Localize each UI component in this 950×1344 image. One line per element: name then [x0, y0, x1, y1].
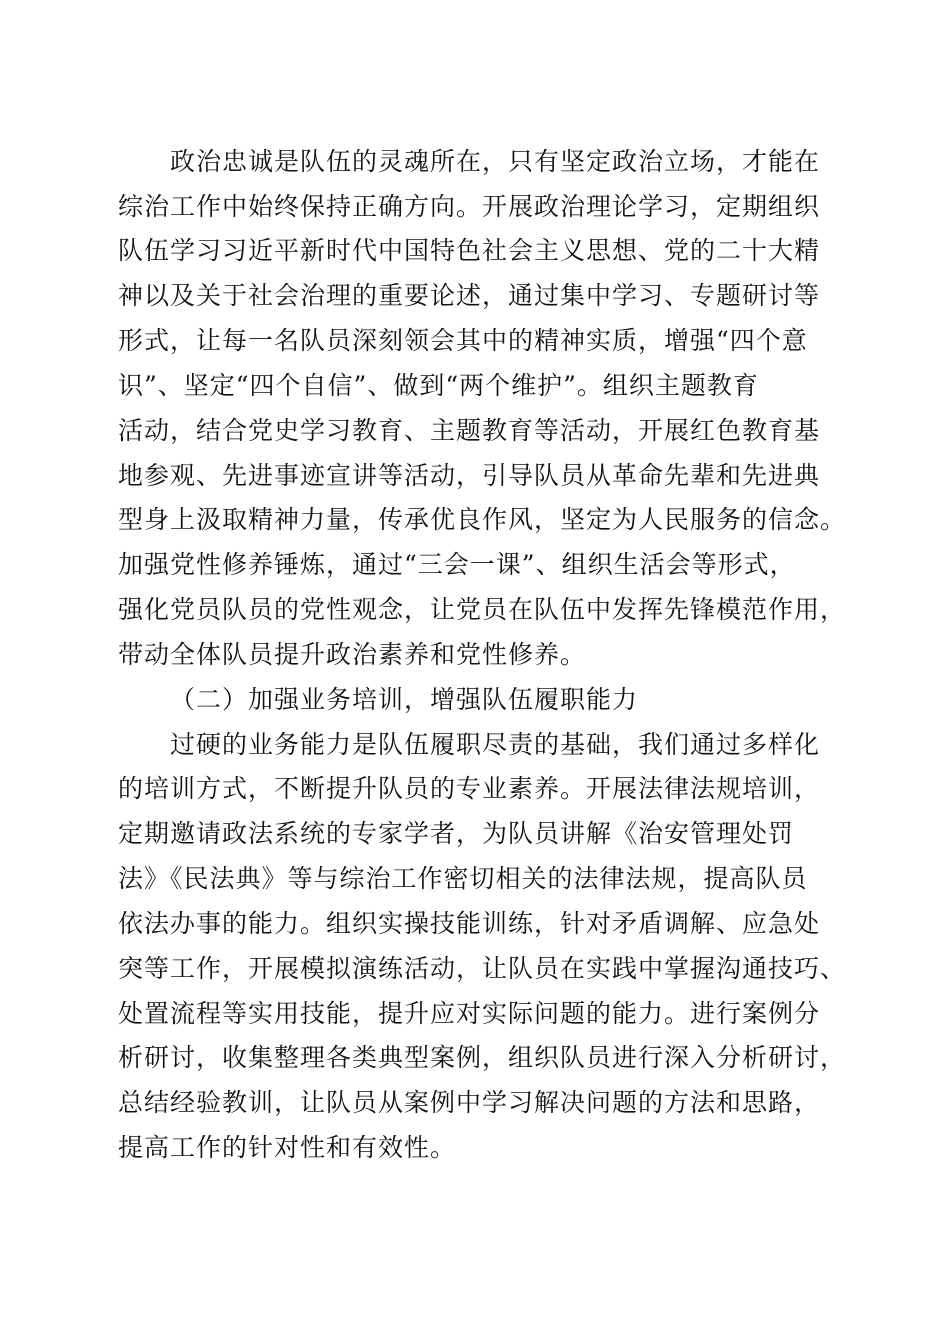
paragraph-line: 综治工作中始终保持正确方向。开展政治理论学习，定期组织 [118, 192, 821, 221]
paragraph-line: 形式，让每一名队员深刻领会其中的精神实质，增强“四个意 [118, 326, 808, 355]
paragraph-line: 识”、坚定“四个自信”、做到“两个维护”。组织主题教育 [118, 371, 759, 400]
paragraph-line: 强化党员队员的党性观念，让党员在队伍中发挥先锋模范作用， [118, 595, 847, 624]
paragraph-line: 突等工作，开展模拟演练活动，让队员在实践中掌握沟通技巧、 [118, 954, 847, 983]
paragraph-line: 神以及关于社会治理的重要论述，通过集中学习、专题研讨等 [118, 281, 821, 310]
paragraph-line: 提高工作的针对性和有效性。 [118, 1133, 457, 1162]
paragraph-line: 带动全体队员提升政治素养和党性修养。 [118, 640, 587, 669]
paragraph-line: 依法办事的能力。组织实操技能训练，针对矛盾调解、应急处 [118, 909, 821, 938]
paragraph-line: 队伍学习习近平新时代中国特色社会主义思想、党的二十大精 [118, 236, 821, 265]
paragraph-line: 加强党性修养锤炼，通过“三会一课”、组织生活会等形式， [118, 550, 796, 579]
paragraph-line: 定期邀请政法系统的专家学者，为队员讲解《治安管理处罚 [118, 819, 795, 848]
paragraph-line: 的培训方式，不断提升队员的专业素养。开展法律法规培训， [118, 774, 821, 803]
paragraph-line: 总结经验教训，让队员从案例中学习解决问题的方法和思路， [118, 1088, 821, 1117]
paragraph-line: 地参观、先进事迹宣讲等活动，引导队员从革命先辈和先进典 [118, 461, 821, 490]
paragraph-line: 过硬的业务能力是队伍履职尽责的基础，我们通过多样化 [170, 730, 821, 759]
section-heading: （二）加强业务培训，增强队伍履职能力 [170, 685, 639, 714]
paragraph-line: 法》《民法典》等与综治工作密切相关的法律法规，提高队员 [118, 864, 808, 893]
paragraph-line: 析研讨，收集整理各类典型案例，组织队员进行深入分析研讨， [118, 1043, 847, 1072]
paragraph-line: 活动，结合党史学习教育、主题教育等活动，开展红色教育基 [118, 416, 821, 445]
paragraph-line: 处置流程等实用技能，提升应对实际问题的能力。进行案例分 [118, 999, 821, 1028]
paragraph-line: 政治忠诚是队伍的灵魂所在，只有坚定政治立场，才能在 [170, 147, 821, 176]
paragraph-line: 型身上汲取精神力量，传承优良作风，坚定为人民服务的信念。 [118, 505, 847, 534]
